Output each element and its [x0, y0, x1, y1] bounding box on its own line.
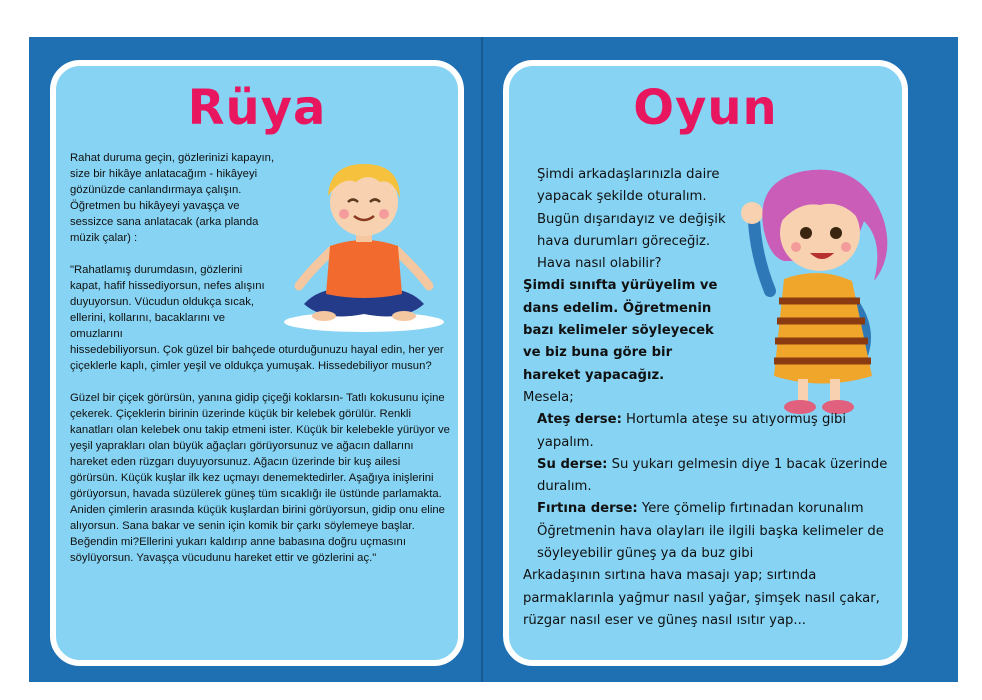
card-ruya [50, 60, 464, 666]
firtina-text: Yere çömelip fırtınadan korunalım [637, 501, 864, 517]
oyun-firtina [523, 498, 901, 520]
oyun-mesela: Mesela; [523, 389, 574, 405]
su-label: Su derse: [537, 456, 608, 472]
ates-text: Hortumla ateşe su atıyormuş gibi yapalım. [537, 412, 847, 450]
ruya-story-text [70, 150, 450, 582]
ruya-intro: Rahat duruma geçin, gözlerinizi kapayın, size bir hikâye anlatacağım - hikâyeyi gözünüzde canlandırmaya çalışın. Öğretmen bu hikâyeyi yavaşça ve sessizce sana anlatacak (arka planda müzik çalar) : [70, 152, 275, 244]
card-title-oyun: Oyun [633, 80, 778, 136]
oyun-su [523, 454, 901, 499]
su-text: Su yukarı gelmesin diye 1 bacak üzerinde duralım. [537, 456, 888, 495]
card-title-ruya: Rüya [187, 80, 327, 136]
oyun-last: Arkadaşının sırtına hava masajı yap; sırtında parmaklarınla yağmur nasıl yağar, şimşek nasıl çakar, rüzgar nasıl eser ve güneş nasıl ısıtır yap... [523, 568, 880, 628]
page-divider [481, 37, 483, 682]
ruya-story: Güzel bir çiçek görürsün, yanına gidip çiçeği koklarsın- Tatlı kokusunu içine çekerek. Çiçeklerin birinin üzerinde küçük bir kelebek görülür. Renkli kanatları olan kelebek onu takip etmeni ister. Küçük bir kelebekle yürüyor ve yeşil yaprakları olan büyük ağaçları görüyorsunuz ve ağacın dallarını hareket eden rüzgarı duyuyorsunuz. Ağacın üzerinde bir kuş ailesi görürsün. Küçük kuşlar ilk kez uçmayı denemektedirler. Aşağıya inişlerini görüyorsun, havada süzülerek güneş tüm sıcaklığı ile üstünde parlamakta. Aniden çimlerin arasında küçük kuşlardan birini görüyorsun, gidip onu eline alıyorsun. Sana bakar ve senin için komik bir çarkı söylemeye başlar. Beğendin mi?Ellerini yukarı kaldırıp anne babasına doğru uçmasını söylüyorsun. Yavaşça vücudunu hareket ettir ve gözlerini aç." [70, 392, 450, 564]
ates-label: Ateş derse: [537, 412, 622, 428]
ruya-quote-rest: hissedebiliyorsun. Çok güzel bir bahçede oturduğunuzu hayal edin, her yer çiçeklerle kaplı, çimler yeşil ve oldukça yumuşak. Hissedebiliyor musun? [70, 344, 444, 372]
ruya-quote [70, 262, 450, 374]
ruya-quote-start: "Rahatlamış durumdasın, gözlerini kapat, hafif hissediyorsun, nefes alışını duyuyorsun. Vücudun oldukça sıcak, ellerini, kollarını, bacaklarını ve omuzlarını [70, 264, 265, 340]
oyun-game-text [523, 164, 901, 632]
card-oyun [503, 60, 908, 666]
oyun-narrow-column [523, 164, 733, 387]
oyun-p1: Şimdi arkadaşlarınızla daire yapacak şekilde oturalım. Bugün dışarıdayız ve değişik hava durumları göreceğiz. Hava nasıl olabilir? [537, 167, 726, 272]
oyun-ogretmen: Öğretmenin hava olayları ile ilgili başka kelimeler de söyleyebilir güneş ya da buz gibi [537, 523, 884, 562]
firtina-label: Fırtına derse: [537, 501, 638, 517]
oyun-p2: Şimdi sınıfta yürüyelim ve dans edelim. Öğretmenin bazı kelimeler söyleyecek ve biz buna göre bir hareket yapacağız. [523, 278, 718, 383]
oyun-ates [523, 409, 901, 454]
